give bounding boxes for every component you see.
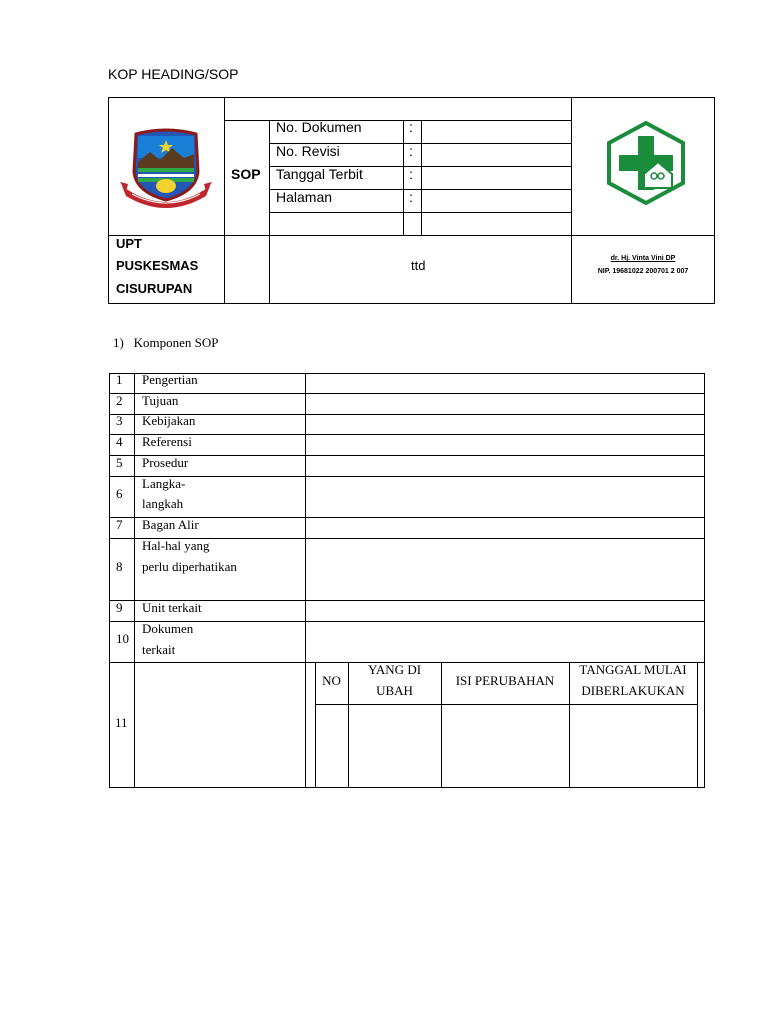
component-label: Dokumen — [142, 621, 194, 636]
history-header-changed: UBAH — [376, 683, 413, 698]
history-header-no: NO — [322, 673, 341, 688]
page-heading: KOP HEADING/SOP — [108, 66, 239, 82]
component-label: Bagan Alir — [142, 517, 199, 532]
component-number: 8 — [116, 559, 123, 574]
unit-name-line: UPT — [116, 236, 142, 251]
component-number: 10 — [116, 631, 129, 646]
component-label: Prosedur — [142, 455, 189, 470]
component-label: langkah — [142, 496, 184, 511]
section-title: 1) Komponen SOP — [113, 335, 219, 350]
component-number: 6 — [116, 486, 123, 501]
doc-field-separator: : — [409, 143, 413, 159]
history-header-effective-date: TANGGAL MULAI — [579, 662, 687, 677]
doc-field-label: Halaman — [276, 189, 333, 205]
component-number: 11 — [115, 715, 128, 730]
doc-field-separator: : — [409, 166, 413, 182]
component-number: 4 — [116, 434, 123, 449]
component-number: 3 — [116, 413, 123, 428]
component-label: Kebijakan — [142, 413, 196, 428]
signature-placeholder: ttd — [411, 258, 426, 273]
component-label: perlu diperhatikan — [142, 559, 237, 574]
history-header-changed: YANG DI — [367, 662, 422, 677]
component-label: Hal-hal yang — [142, 538, 210, 553]
unit-name-line: CISURUPAN — [116, 281, 193, 296]
component-label: terkait — [142, 642, 176, 657]
doc-field-label: No. Dokumen — [276, 119, 362, 135]
component-number: 7 — [116, 517, 123, 532]
component-label: Unit terkait — [142, 600, 202, 615]
doc-field-separator: : — [409, 189, 413, 205]
history-header-effective-date: DIBERLAKUKAN — [581, 683, 685, 698]
sop-label: SOP — [231, 166, 261, 182]
component-number: 5 — [116, 455, 123, 470]
signer-name: dr. Hj. Vinta Vini DP — [610, 255, 676, 262]
unit-name-line: PUSKESMAS — [116, 258, 199, 273]
component-label: Tujuan — [142, 393, 179, 408]
component-label: Langka- — [142, 476, 186, 491]
history-header-content: ISI PERUBAHAN — [455, 673, 555, 688]
doc-field-label: No. Revisi — [276, 143, 340, 159]
signer-nip: NIP. 19681022 200701 2 007 — [597, 268, 689, 275]
component-number: 9 — [116, 600, 123, 615]
doc-field-separator: : — [409, 119, 413, 135]
component-label: Pengertian — [142, 372, 198, 387]
garut-regency-emblem-icon — [118, 126, 214, 214]
puskesmas-cross-logo-icon — [604, 120, 688, 206]
component-label: Referensi — [142, 434, 192, 449]
component-number: 1 — [116, 372, 123, 387]
doc-field-label: Tanggal Terbit — [276, 166, 363, 182]
component-number: 2 — [116, 393, 123, 408]
